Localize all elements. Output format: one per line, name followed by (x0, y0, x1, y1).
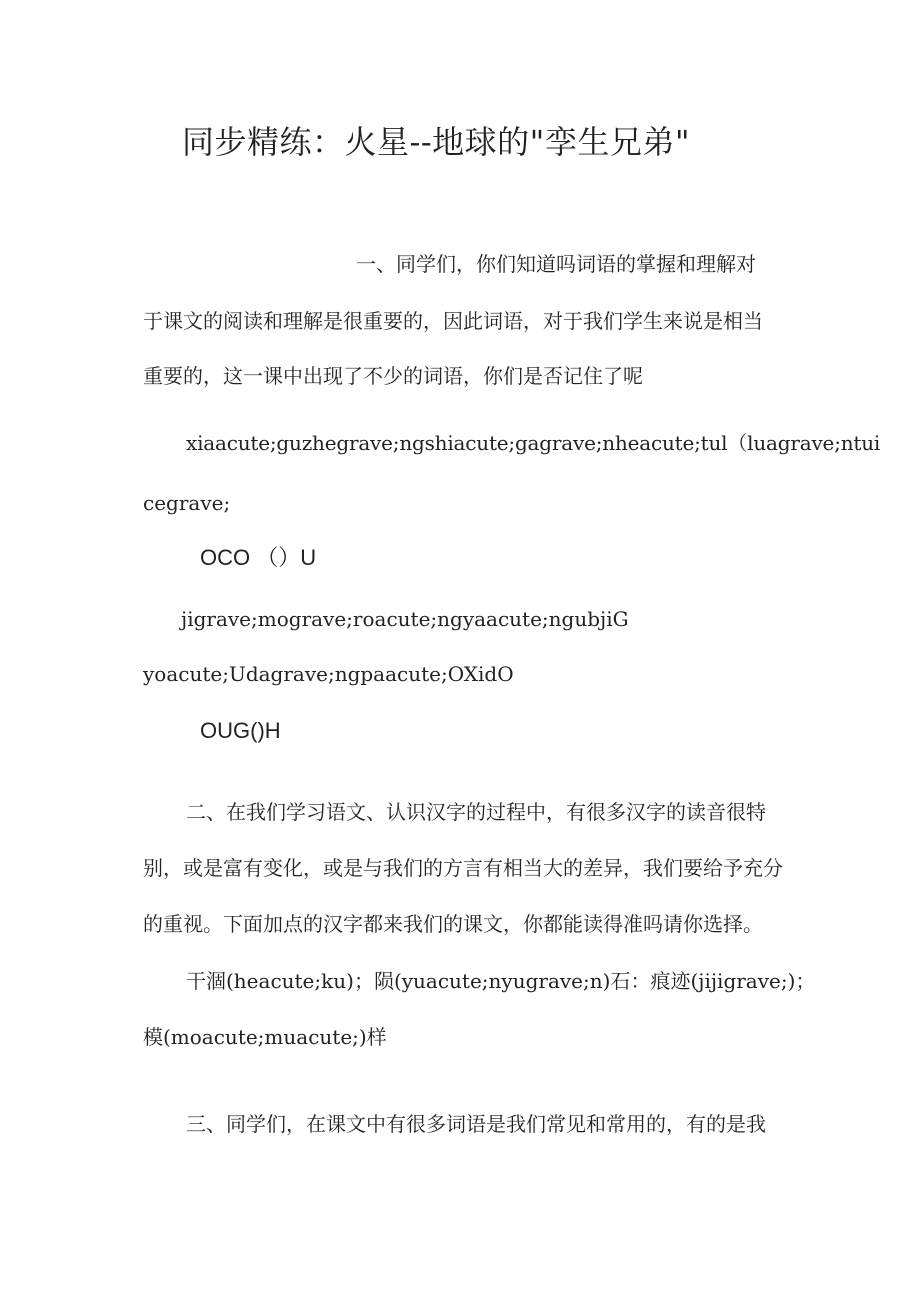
blank-line: OCO （）U (200, 545, 317, 570)
pinyin-line: cegrave; (143, 491, 231, 515)
pinyin-line: xiaacute;guzhegrave;ngshiacute;gagrave;nheacute;tul（luagrave;ntui (186, 431, 881, 455)
paragraph-line: 模(moacute;muacute;)样 (143, 1025, 387, 1049)
paragraph-line: 三、同学们，在课文中有很多词语是我们常见和常用的，有的是我 (186, 1112, 766, 1136)
paragraph-line: 干涸(heacute;ku)；陨(yuacute;nyugrave;n)石：痕迹(jijigrave;)； (186, 969, 816, 993)
paragraph-line: 二、在我们学习语文、认识汉字的过程中，有很多汉字的读音很特 (186, 800, 766, 824)
paragraph-line: 重要的，这一课中出现了不少的词语，你们是否记住了呢 (143, 364, 643, 388)
paragraph-line: 别，或是富有变化，或是与我们的方言有相当大的差异，我们要给予充分 (143, 856, 783, 880)
paragraph-line: 一、同学们，你们知道吗词语的掌握和理解对 (356, 252, 756, 276)
document-title: 同步精练：火星--地球的"孪生兄弟" (182, 123, 691, 161)
paragraph-line: 于课文的阅读和理解是很重要的，因此词语，对于我们学生来说是相当 (143, 309, 763, 333)
pinyin-line: yoacute;Udagrave;ngpaacute;OXidO (143, 662, 514, 686)
pinyin-line: jigrave;mograve;roacute;ngyaacute;ngubjiG (181, 607, 629, 631)
paragraph-line: 的重视。下面加点的汉字都来我们的课文，你都能读得准吗请你选择。 (143, 912, 763, 936)
blank-line: OUG()H (200, 718, 281, 743)
